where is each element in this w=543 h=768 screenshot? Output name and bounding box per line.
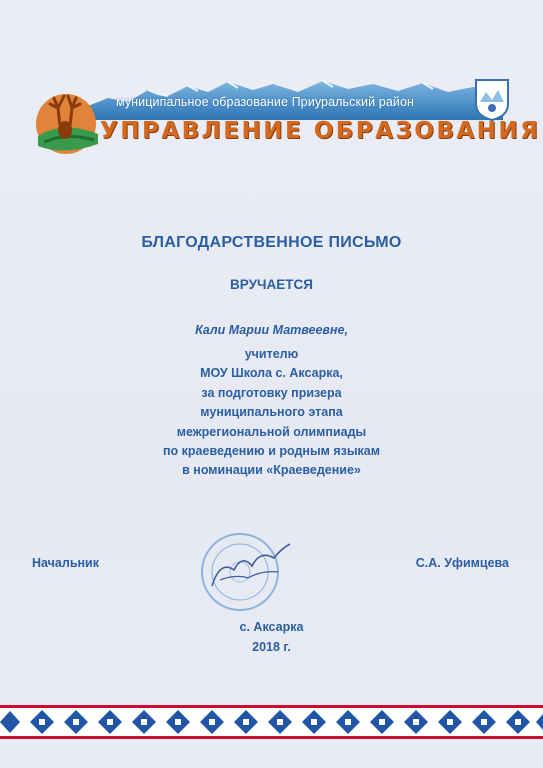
recipient-name: Кали Марии Матвеевне,	[195, 323, 348, 337]
issue-year: 2018 г.	[252, 640, 291, 654]
description-line: МОУ Школа с. Аксарка,	[200, 366, 343, 381]
description-line: учителю	[244, 347, 299, 361]
letter-title: БЛАГОДАРСТВЕННОЕ ПИСЬМО	[141, 234, 402, 251]
header-banner	[0, 70, 543, 160]
awarded-label: ВРУЧАЕТСЯ	[230, 277, 313, 292]
municipality-name: муниципальное образование Приуральский район	[116, 95, 415, 109]
department-name: УПРАВЛЕНИЕ ОБРАЗОВАНИЯ	[100, 118, 541, 144]
description-line: в номинации «Краеведение»	[182, 463, 361, 478]
description-line: межрегиональной олимпиады	[176, 424, 367, 439]
description-line: по краеведению и родным языкам	[163, 444, 380, 459]
ornament-band	[0, 705, 543, 739]
signatory-role: Начальник	[32, 556, 99, 570]
district-emblem-icon	[474, 78, 510, 122]
description-line: за подготовку призера	[201, 385, 342, 400]
signatory-name: С.А. Уфимцева	[415, 556, 509, 570]
deer-logo-icon	[24, 80, 102, 158]
description-line: муниципального этапа	[200, 405, 343, 420]
official-stamp-icon	[190, 520, 300, 620]
award-description	[0, 345, 543, 481]
issue-place: с. Аксарка	[239, 620, 304, 634]
